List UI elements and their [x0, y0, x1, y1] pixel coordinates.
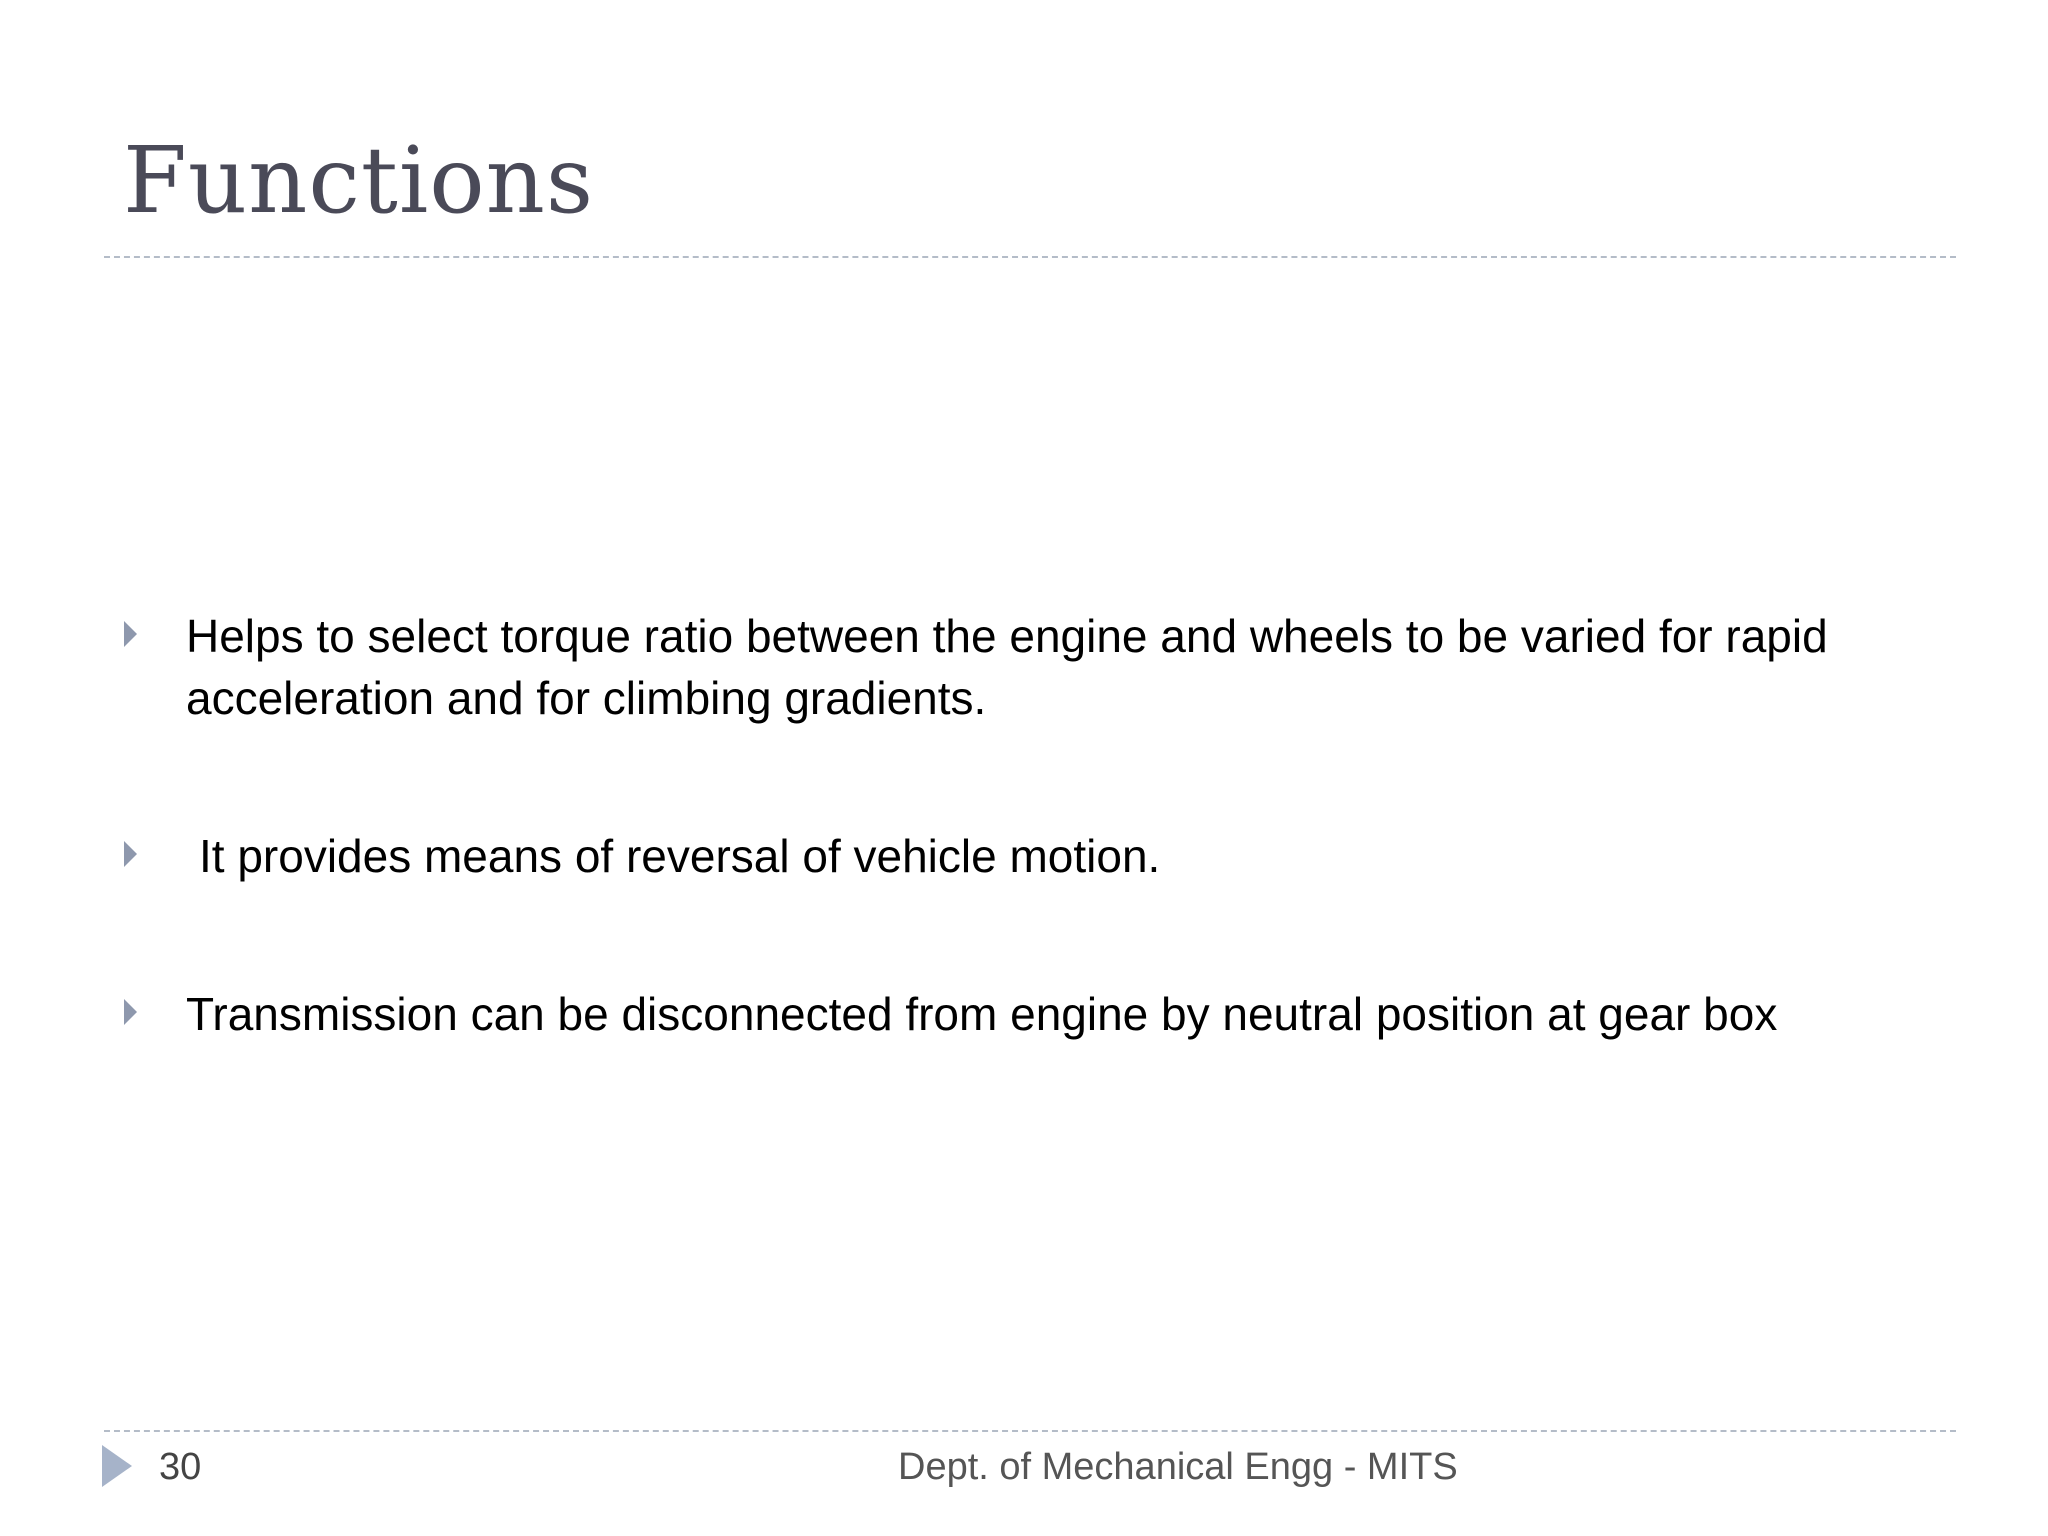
footer-text: Dept. of Mechanical Engg - MITS	[898, 1446, 1458, 1488]
triangle-right-icon	[102, 1445, 132, 1487]
bullet-item	[124, 605, 1828, 724]
bullet-item	[124, 825, 1161, 882]
slide-number: 30	[159, 1446, 202, 1488]
bullet-text: Helps to select torque ratio between the engine and wheels to be varied for rapid acceleration and for climbing gradients.	[186, 610, 1828, 724]
bullet-text: Transmission can be disconnected from engine by neutral position at gear box	[186, 988, 1778, 1040]
triangle-right-icon	[124, 999, 137, 1025]
triangle-right-icon	[124, 841, 137, 867]
footer-divider	[104, 1430, 1956, 1432]
title-divider	[104, 256, 1956, 258]
bullet-item	[124, 983, 1778, 1040]
triangle-right-icon	[124, 621, 137, 647]
slide-title: Functions	[123, 127, 595, 234]
bullet-text: It provides means of reversal of vehicle motion.	[199, 830, 1161, 882]
